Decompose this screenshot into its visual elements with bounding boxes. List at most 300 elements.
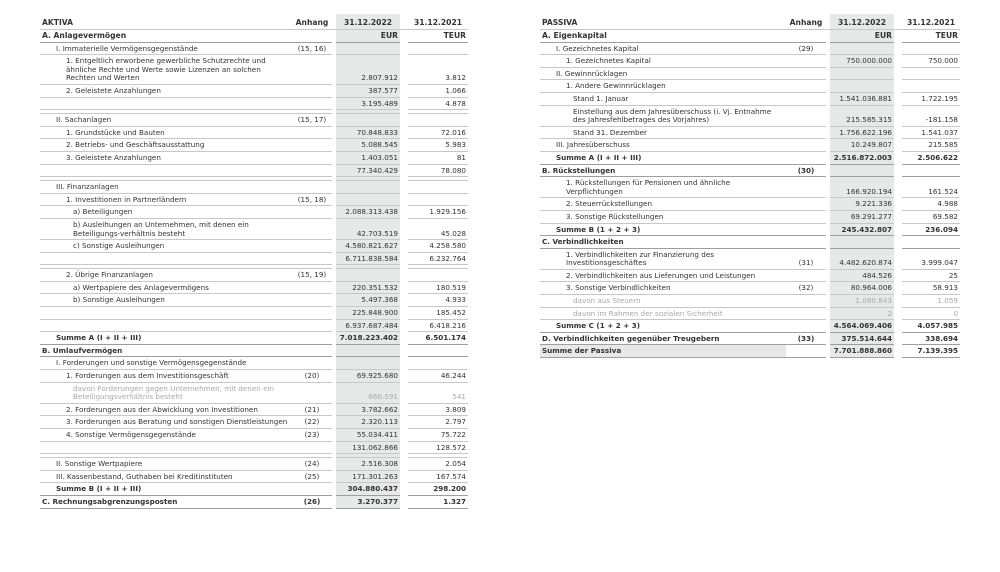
row-anhang xyxy=(786,177,826,198)
row-label: 2. Verbindlichkeiten aus Lieferungen und Leistungen xyxy=(540,269,786,282)
row-label: 3. Geleistete Anzahlungen xyxy=(40,151,292,164)
value-2022 xyxy=(336,357,400,370)
value-2021: 4.878 xyxy=(408,97,468,110)
row-label: I. Immaterielle Vermögensgegenstände xyxy=(40,42,292,55)
row-anhang: (15, 17) xyxy=(292,114,332,127)
row-anhang: (15, 18) xyxy=(292,193,332,206)
row-label: 2. Steuerrückstellungen xyxy=(540,198,786,211)
unit-eur: EUR xyxy=(336,30,400,43)
value-2021: 180.519 xyxy=(408,281,468,294)
column-header-row xyxy=(40,14,468,30)
table-row xyxy=(540,210,960,223)
value-2021 xyxy=(408,181,468,194)
row-label: 1. Forderungen aus dem Investitionsgeschäft xyxy=(40,370,292,383)
row-anhang: (23) xyxy=(292,429,332,442)
value-2022 xyxy=(336,193,400,206)
table-row xyxy=(540,223,960,236)
row-anhang xyxy=(786,55,826,68)
value-2022: 2.807.912 xyxy=(336,55,400,85)
row-label: a) Beteiligungen xyxy=(40,206,292,219)
value-2021: 4.057.985 xyxy=(902,320,960,333)
row-label: III. Finanzanlagen xyxy=(40,181,292,194)
value-2022: 9.221.336 xyxy=(830,198,894,211)
year-2021-header: 31.12.2021 xyxy=(902,14,960,30)
table-row xyxy=(540,177,960,198)
row-anhang xyxy=(292,55,332,85)
side-title: AKTIVA xyxy=(40,14,292,30)
row-label: A. Eigenkapital xyxy=(540,30,786,43)
row-anhang xyxy=(786,345,826,358)
table-row xyxy=(40,151,468,164)
row-label: D. Verbindlichkeiten gegenüber Treugebern xyxy=(540,332,786,345)
row-label: III. Jahresüberschuss xyxy=(540,139,786,152)
row-label xyxy=(40,319,292,332)
row-label: Summe der Passiva xyxy=(540,345,786,358)
value-2021 xyxy=(408,193,468,206)
row-label: c) Sonstige Ausleihungen xyxy=(40,240,292,253)
value-2021: 4.988 xyxy=(902,198,960,211)
row-label: davon im Rahmen der sozialen Sicherheit xyxy=(540,307,786,320)
row-anhang xyxy=(292,252,332,265)
value-2021: 1.541.037 xyxy=(902,126,960,139)
value-2022: 1.541.036.881 xyxy=(830,92,894,105)
value-2021: 541 xyxy=(408,382,468,403)
value-2022: 4.580.821.627 xyxy=(336,240,400,253)
value-2022: 7.018.223.402 xyxy=(336,332,400,345)
value-2022: 750.000.000 xyxy=(830,55,894,68)
value-2022: 245.432.807 xyxy=(830,223,894,236)
row-label xyxy=(40,307,292,320)
value-2021 xyxy=(902,164,960,177)
value-2022: 1.756.622.196 xyxy=(830,126,894,139)
column-header-row xyxy=(540,14,960,30)
row-anhang xyxy=(292,307,332,320)
table-row xyxy=(540,307,960,320)
row-anhang xyxy=(786,307,826,320)
table-row xyxy=(540,198,960,211)
row-label: A. Anlagevermögen xyxy=(40,30,292,43)
value-2022: 171.301.263 xyxy=(336,470,400,483)
row-anhang xyxy=(292,151,332,164)
table-row xyxy=(40,357,468,370)
row-anhang xyxy=(292,206,332,219)
row-anhang: (33) xyxy=(786,332,826,345)
table-row xyxy=(40,344,468,357)
row-label: 1. Gezeichnetes Kapital xyxy=(540,55,786,68)
table-row xyxy=(40,307,468,320)
value-2021: 4.258.580 xyxy=(408,240,468,253)
row-anhang xyxy=(786,295,826,308)
value-2022 xyxy=(830,236,894,249)
row-anhang: (26) xyxy=(292,495,332,508)
value-2022: 860.591 xyxy=(336,382,400,403)
value-2021: 3.809 xyxy=(408,403,468,416)
row-anhang xyxy=(292,357,332,370)
row-anhang xyxy=(786,80,826,93)
row-anhang xyxy=(292,332,332,345)
value-2021: 46.244 xyxy=(408,370,468,383)
value-2022: 69.291.277 xyxy=(830,210,894,223)
table-row xyxy=(40,252,468,265)
row-anhang: (32) xyxy=(786,282,826,295)
value-2021: 185.452 xyxy=(408,307,468,320)
value-2021: 1.059 xyxy=(902,295,960,308)
value-2021: 4.933 xyxy=(408,294,468,307)
value-2022: 10.249.807 xyxy=(830,139,894,152)
row-label: C. Rechnungsabgrenzungsposten xyxy=(40,495,292,508)
row-label: Summe C (1 + 2 + 3) xyxy=(540,320,786,333)
table-row xyxy=(40,370,468,383)
value-2022: 1.403.051 xyxy=(336,151,400,164)
table-row xyxy=(40,181,468,194)
row-anhang xyxy=(292,240,332,253)
table-row xyxy=(40,240,468,253)
row-label: 3. Sonstige Rückstellungen xyxy=(540,210,786,223)
value-2022: 2.516.308 xyxy=(336,458,400,471)
value-2022: 131.062.866 xyxy=(336,441,400,454)
value-2021: 1.327 xyxy=(408,495,468,508)
value-2021: 298.200 xyxy=(408,483,468,496)
value-2021: 338.694 xyxy=(902,332,960,345)
value-2022: 484.526 xyxy=(830,269,894,282)
value-2021 xyxy=(408,42,468,55)
table-row xyxy=(540,80,960,93)
table-row xyxy=(540,55,960,68)
value-2021: 1.929.156 xyxy=(408,206,468,219)
value-2022: 5.088.545 xyxy=(336,139,400,152)
value-2021: 750.000 xyxy=(902,55,960,68)
value-2022 xyxy=(830,67,894,80)
table-row xyxy=(540,92,960,105)
table-row xyxy=(40,458,468,471)
value-2021: 7.139.395 xyxy=(902,345,960,358)
table-row xyxy=(540,295,960,308)
table-row xyxy=(40,139,468,152)
value-2022: 215.585.315 xyxy=(830,105,894,126)
row-anhang xyxy=(292,483,332,496)
row-label: B. Umlaufvermögen xyxy=(40,344,292,357)
row-anhang: (20) xyxy=(292,370,332,383)
row-label: C. Verbindlichkeiten xyxy=(540,236,786,249)
unit-eur: EUR xyxy=(830,30,894,43)
value-2021: 128.572 xyxy=(408,441,468,454)
table-row xyxy=(40,416,468,429)
value-2022: 4.564.069.406 xyxy=(830,320,894,333)
table-row xyxy=(40,114,468,127)
row-anhang: (15, 16) xyxy=(292,42,332,55)
table-row xyxy=(40,382,468,403)
value-2022: 69.925.680 xyxy=(336,370,400,383)
row-anhang: (30) xyxy=(786,164,826,177)
row-anhang xyxy=(786,269,826,282)
row-anhang xyxy=(786,126,826,139)
row-label: 1. Rückstellungen für Pensionen und ähnliche Verpflichtungen xyxy=(540,177,786,198)
row-label: I. Forderungen und sonstige Vermögensgegenstände xyxy=(40,357,292,370)
row-label: III. Kassenbestand, Guthaben bei Kreditinstituten xyxy=(40,470,292,483)
row-label: 2. Forderungen aus der Abwicklung von Investitionen xyxy=(40,403,292,416)
row-anhang xyxy=(292,164,332,177)
passiva-table xyxy=(540,14,960,358)
row-anhang xyxy=(786,67,826,80)
value-2021: 236.094 xyxy=(902,223,960,236)
row-anhang xyxy=(786,210,826,223)
table-row xyxy=(40,30,468,43)
table-row xyxy=(40,42,468,55)
row-label xyxy=(40,164,292,177)
row-label: Einstellung aus dem Jahresüberschuss (i. Vj. Entnahme des Jahresfehlbetrages des Vorjahres) xyxy=(540,105,786,126)
value-2022: 2.516.872.003 xyxy=(830,151,894,164)
row-anhang: (21) xyxy=(292,403,332,416)
value-2021 xyxy=(408,357,468,370)
value-2022: 3.195.489 xyxy=(336,97,400,110)
row-label: 3. Sonstige Verbindlichkeiten xyxy=(540,282,786,295)
row-anhang: (24) xyxy=(292,458,332,471)
table-row xyxy=(540,282,960,295)
value-2021 xyxy=(902,80,960,93)
table-row xyxy=(540,105,960,126)
value-2022 xyxy=(830,42,894,55)
table-row xyxy=(40,84,468,97)
row-anhang xyxy=(292,294,332,307)
row-label: Summe B (1 + 2 + 3) xyxy=(540,223,786,236)
value-2022: 225.848.900 xyxy=(336,307,400,320)
table-row xyxy=(540,164,960,177)
value-2022: 77.340.429 xyxy=(336,164,400,177)
value-2021: 2.797 xyxy=(408,416,468,429)
row-label: 3. Forderungen aus Beratung und sonstigen Dienstleistungen xyxy=(40,416,292,429)
row-label: Stand 1. Januar xyxy=(540,92,786,105)
row-anhang xyxy=(786,223,826,236)
value-2022: 3.270.377 xyxy=(336,495,400,508)
value-2021: 3.812 xyxy=(408,55,468,85)
row-anhang xyxy=(292,319,332,332)
row-label: B. Rückstellungen xyxy=(540,164,786,177)
aktiva-panel xyxy=(40,14,468,509)
row-anhang xyxy=(292,382,332,403)
value-2022: 55.034.411 xyxy=(336,429,400,442)
table-row xyxy=(40,429,468,442)
value-2021: 5.983 xyxy=(408,139,468,152)
row-label: Summe A (I + II + III) xyxy=(540,151,786,164)
year-2021-header: 31.12.2021 xyxy=(408,14,468,30)
row-anhang xyxy=(786,151,826,164)
row-label: 1. Grundstücke und Bauten xyxy=(40,126,292,139)
row-anhang: (25) xyxy=(292,470,332,483)
table-row xyxy=(40,55,468,85)
row-label: 4. Sonstige Vermögensgegenstände xyxy=(40,429,292,442)
value-2021: 72.016 xyxy=(408,126,468,139)
value-2022: 220.351.532 xyxy=(336,281,400,294)
row-label xyxy=(40,97,292,110)
row-label: 1. Entgeltlich erworbene gewerbliche Schutzrechte und ähnliche Rechte und Werte sowie Lizenzen an solchen Rechten und Werten xyxy=(40,55,292,85)
row-anhang xyxy=(292,97,332,110)
value-2022: 1.080.843 xyxy=(830,295,894,308)
row-anhang xyxy=(292,84,332,97)
value-2021: 6.418.216 xyxy=(408,319,468,332)
table-row xyxy=(40,269,468,282)
table-row xyxy=(40,332,468,345)
value-2022 xyxy=(336,42,400,55)
row-label xyxy=(40,252,292,265)
row-label: 1. Verbindlichkeiten zur Finanzierung des Investitionsgeschäftes xyxy=(540,248,786,269)
value-2021: 6.232.764 xyxy=(408,252,468,265)
value-2022: 304.880.437 xyxy=(336,483,400,496)
table-row xyxy=(40,319,468,332)
value-2022: 7.701.888.860 xyxy=(830,345,894,358)
table-row xyxy=(540,126,960,139)
row-label: Summe B (I + II + III) xyxy=(40,483,292,496)
table-row xyxy=(540,139,960,152)
value-2021 xyxy=(902,42,960,55)
row-label: II. Gewinnrücklagen xyxy=(540,67,786,80)
passiva-panel xyxy=(540,14,960,358)
value-2022: 6.711.838.584 xyxy=(336,252,400,265)
row-anhang xyxy=(786,320,826,333)
row-label: Stand 31. Dezember xyxy=(540,126,786,139)
anhang-header: Anhang xyxy=(292,14,332,30)
value-2021: -181.158 xyxy=(902,105,960,126)
row-anhang xyxy=(292,139,332,152)
value-2021: 3.999.047 xyxy=(902,248,960,269)
value-2022: 2.320.113 xyxy=(336,416,400,429)
row-anhang xyxy=(786,92,826,105)
row-label: II. Sachanlagen xyxy=(40,114,292,127)
value-2022: 3.782.662 xyxy=(336,403,400,416)
row-label: davon Forderungen gegen Unternehmen, mit denen ein Beteiligungsverhältnis besteht xyxy=(40,382,292,403)
row-label: 1. Investitionen in Partnerländern xyxy=(40,193,292,206)
table-row xyxy=(540,345,960,358)
value-2021: 0 xyxy=(902,307,960,320)
value-2021: 6.501.174 xyxy=(408,332,468,345)
value-2021: 69.582 xyxy=(902,210,960,223)
table-row xyxy=(540,42,960,55)
row-label: 1. Andere Gewinnrücklagen xyxy=(540,80,786,93)
row-label: b) Sonstige Ausleihungen xyxy=(40,294,292,307)
table-row xyxy=(40,126,468,139)
table-row xyxy=(40,294,468,307)
table-row xyxy=(540,320,960,333)
value-2022: 375.514.644 xyxy=(830,332,894,345)
row-anhang xyxy=(786,30,826,43)
value-2022 xyxy=(336,269,400,282)
row-anhang xyxy=(292,218,332,239)
value-2022 xyxy=(336,114,400,127)
value-2021: 78.080 xyxy=(408,164,468,177)
value-2021 xyxy=(902,67,960,80)
value-2022: 2.088.313.438 xyxy=(336,206,400,219)
table-row xyxy=(540,67,960,80)
row-label: II. Sonstige Wertpapiere xyxy=(40,458,292,471)
table-row xyxy=(40,495,468,508)
value-2022: 4.482.620.874 xyxy=(830,248,894,269)
year-2022-header: 31.12.2022 xyxy=(336,14,400,30)
row-label xyxy=(40,441,292,454)
row-anhang xyxy=(786,236,826,249)
value-2021 xyxy=(408,344,468,357)
value-2021: 45.028 xyxy=(408,218,468,239)
table-row xyxy=(540,248,960,269)
value-2021 xyxy=(902,236,960,249)
row-label: a) Wertpapiere des Anlagevermögens xyxy=(40,281,292,294)
table-row xyxy=(40,164,468,177)
row-anhang: (29) xyxy=(786,42,826,55)
value-2022: 6.937.687.484 xyxy=(336,319,400,332)
row-anhang xyxy=(292,344,332,357)
row-label: I. Gezeichnetes Kapital xyxy=(540,42,786,55)
unit-teur: TEUR xyxy=(902,30,960,43)
table-row xyxy=(40,193,468,206)
table-row xyxy=(40,97,468,110)
anhang-header: Anhang xyxy=(786,14,826,30)
table-row xyxy=(40,470,468,483)
value-2022: 80.964.006 xyxy=(830,282,894,295)
value-2021: 2.506.622 xyxy=(902,151,960,164)
table-row xyxy=(40,441,468,454)
row-anhang xyxy=(292,281,332,294)
value-2021: 161.524 xyxy=(902,177,960,198)
row-label: 2. Übrige Finanzanlagen xyxy=(40,269,292,282)
row-anhang xyxy=(292,441,332,454)
table-row xyxy=(540,332,960,345)
value-2022: 2 xyxy=(830,307,894,320)
value-2022: 70.848.833 xyxy=(336,126,400,139)
value-2022 xyxy=(830,80,894,93)
row-anhang: (31) xyxy=(786,248,826,269)
value-2021: 81 xyxy=(408,151,468,164)
value-2022: 5.497.368 xyxy=(336,294,400,307)
value-2021 xyxy=(408,269,468,282)
value-2021 xyxy=(408,114,468,127)
table-row xyxy=(540,151,960,164)
value-2022 xyxy=(336,181,400,194)
value-2021: 75.722 xyxy=(408,429,468,442)
table-row xyxy=(40,281,468,294)
row-label: Summe A (I + II + III) xyxy=(40,332,292,345)
row-anhang: (22) xyxy=(292,416,332,429)
row-anhang xyxy=(786,139,826,152)
value-2021: 58.913 xyxy=(902,282,960,295)
value-2022 xyxy=(830,164,894,177)
value-2022: 166.920.194 xyxy=(830,177,894,198)
table-row xyxy=(40,206,468,219)
unit-teur: TEUR xyxy=(408,30,468,43)
row-anhang xyxy=(786,105,826,126)
row-anhang xyxy=(292,30,332,43)
value-2021: 167.574 xyxy=(408,470,468,483)
value-2021: 215.585 xyxy=(902,139,960,152)
row-label: 2. Betriebs- und Geschäftsausstattung xyxy=(40,139,292,152)
table-row xyxy=(40,218,468,239)
table-row xyxy=(540,30,960,43)
value-2021: 25 xyxy=(902,269,960,282)
table-row xyxy=(40,403,468,416)
value-2022 xyxy=(336,344,400,357)
row-anhang xyxy=(292,181,332,194)
row-anhang xyxy=(292,126,332,139)
aktiva-table xyxy=(40,14,468,509)
row-anhang xyxy=(786,198,826,211)
row-label: 2. Geleistete Anzahlungen xyxy=(40,84,292,97)
year-2022-header: 31.12.2022 xyxy=(830,14,894,30)
table-row xyxy=(540,269,960,282)
row-anhang: (15, 19) xyxy=(292,269,332,282)
value-2021: 2.054 xyxy=(408,458,468,471)
value-2021: 1.066 xyxy=(408,84,468,97)
value-2022: 42.703.519 xyxy=(336,218,400,239)
value-2021: 1.722.195 xyxy=(902,92,960,105)
table-row xyxy=(40,483,468,496)
value-2022: 387.577 xyxy=(336,84,400,97)
